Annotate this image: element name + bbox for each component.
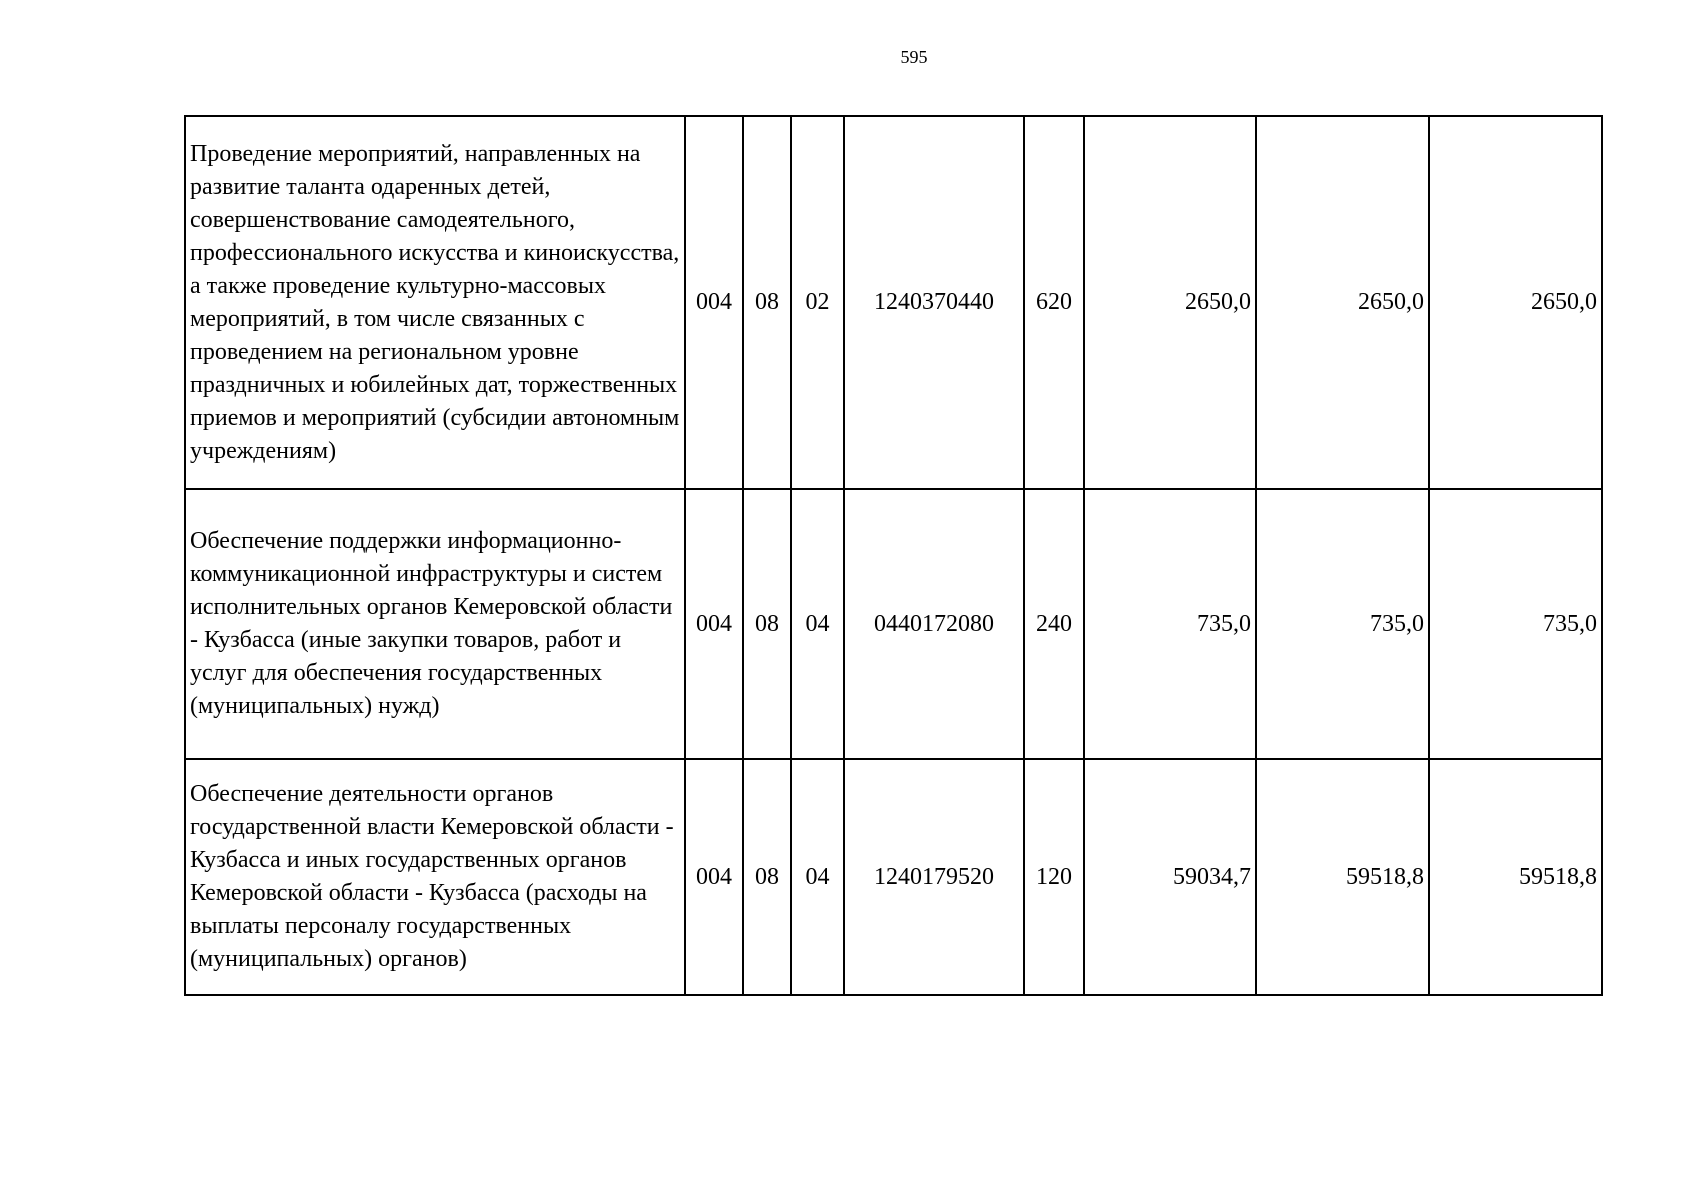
amount-year-2: 2650,0 [1256,116,1429,489]
table-row [185,759,1602,995]
expense-type-code: 240 [1024,489,1084,759]
table-row [185,116,1602,489]
amount-year-2: 735,0 [1256,489,1429,759]
ministry-code: 004 [685,489,743,759]
amount-year-3: 59518,8 [1429,759,1602,995]
expense-type-code: 620 [1024,116,1084,489]
amount-year-1: 2650,0 [1084,116,1256,489]
amount-year-2: 59518,8 [1256,759,1429,995]
row-description: Обеспечение деятельности органов государственной власти Кемеровской области - Кузбасса и иных государственных органов Кемеровской области - Кузбасса (расходы на выплаты персоналу государственных (муниципальных) органов) [185,759,685,995]
amount-year-1: 735,0 [1084,489,1256,759]
amount-year-1: 59034,7 [1084,759,1256,995]
budget-table [184,115,1603,996]
row-description: Проведение мероприятий, направленных на развитие таланта одаренных детей, совершенствование самодеятельного, профессионального искусства и киноискусства, а также проведение культурно-массовых мероприятий, в том числе связанных с проведением на региональном уровне праздничных и юбилейных дат, торжественных приемов и мероприятий (субсидии автономным учреждениям) [185,116,685,489]
target-article-code: 1240179520 [844,759,1024,995]
row-description: Обеспечение поддержки информационно-коммуникационной инфраструктуры и систем исполнительных органов Кемеровской области - Кузбасса (иные закупки товаров, работ и услуг для обеспечения государственных (муниципальных) нужд) [185,489,685,759]
subsection-code: 02 [791,116,844,489]
page-number: 595 [900,47,928,67]
ministry-code: 004 [685,759,743,995]
section-code: 08 [743,489,791,759]
section-code: 08 [743,116,791,489]
expense-type-code: 120 [1024,759,1084,995]
subsection-code: 04 [791,489,844,759]
target-article-code: 0440172080 [844,489,1024,759]
ministry-code: 004 [685,116,743,489]
subsection-code: 04 [791,759,844,995]
section-code: 08 [743,759,791,995]
amount-year-3: 2650,0 [1429,116,1602,489]
target-article-code: 1240370440 [844,116,1024,489]
table-row [185,489,1602,759]
amount-year-3: 735,0 [1429,489,1602,759]
